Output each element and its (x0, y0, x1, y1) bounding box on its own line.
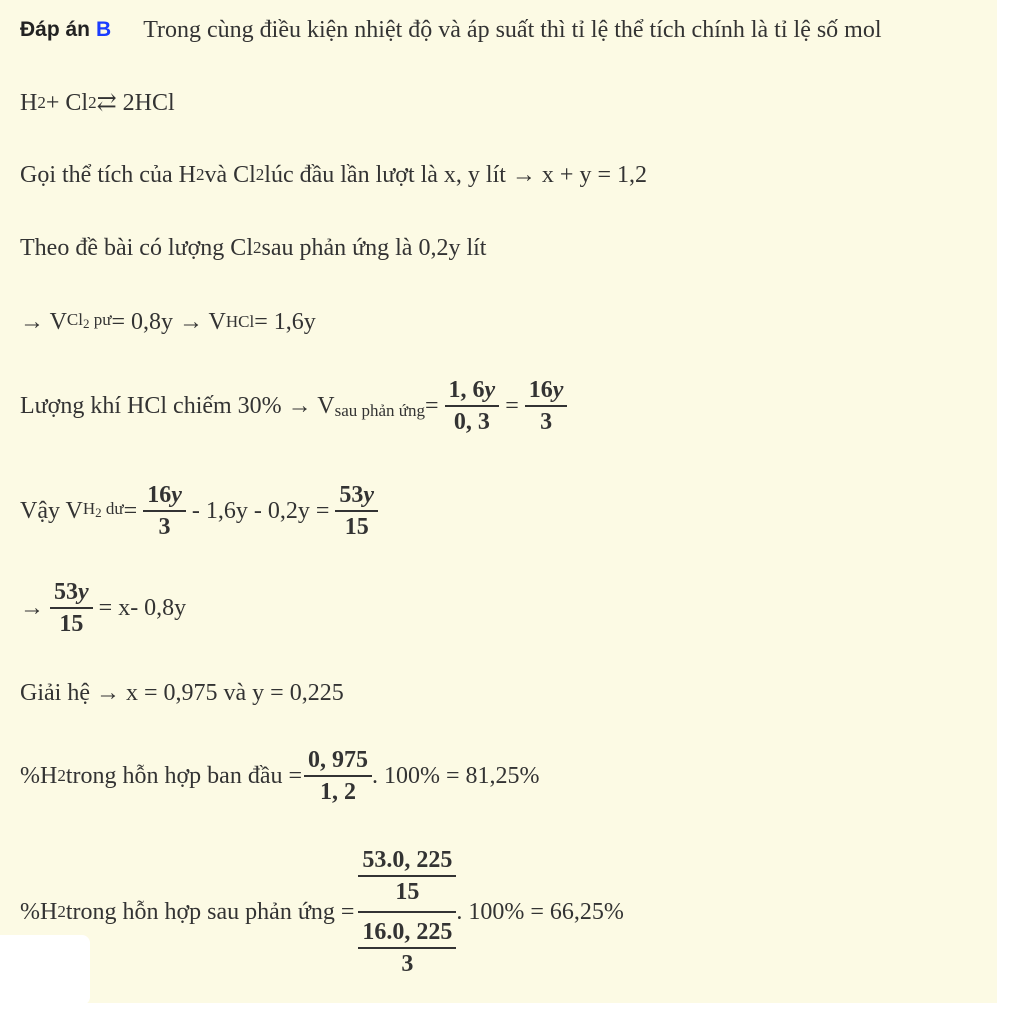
compound-fraction (358, 845, 456, 979)
step-sub: H (82, 499, 96, 518)
fraction (358, 917, 456, 979)
eq-text: H (20, 90, 38, 116)
step-define-volumes: Gọi thể tích của H 2 và Cl 2 lúc đầu lần lượt là x, y lít → x + y = 1,2 (20, 162, 648, 188)
fraction-denominator: 3 (540, 409, 553, 435)
eq-text: ⇄ 2HCl (96, 90, 175, 116)
step-text: sau phản ứng là 0,2y lít (261, 235, 487, 261)
step-text: trong hỗn hợp sau phản ứng = (65, 899, 355, 925)
fraction-variable: y (484, 377, 496, 403)
step-sub: sau phản ứng (334, 401, 425, 420)
step-text: = (123, 498, 138, 524)
step-text: Lượng khí HCl chiếm 30% → V (20, 393, 335, 419)
step-text: Theo đề bài có lượng Cl (20, 235, 253, 261)
step-text: . 100% = 81,25% (372, 763, 540, 789)
step-text: - 1,6y - 0,2y = (191, 498, 330, 524)
fraction-variable: y (171, 482, 182, 508)
fraction-variable: y (363, 482, 375, 508)
fraction-variable: y (78, 579, 89, 605)
step-volume-after (20, 375, 573, 437)
panel-notch-bottom (0, 1003, 76, 1036)
step-h2-initial-percent: %H 2 trong hỗn hợp ban đầu = $\frac{0, 975}{1, 2}$ . 100% = 81,25% (20, 747, 540, 805)
fraction (445, 375, 500, 437)
answer-letter: B (96, 18, 112, 41)
answer-line (20, 15, 882, 45)
step-text: %H (20, 763, 58, 789)
fraction-numerator: 16.0, 225 (362, 919, 453, 945)
fraction-denominator: 3 (158, 514, 171, 540)
step-sub: 2 (95, 505, 102, 520)
step-text: = (505, 393, 519, 419)
step-text: = x- 0,8y (98, 595, 187, 621)
fraction-numerator: 16 (147, 482, 172, 508)
step-text: Giải hệ → x = 0,975 và y = 0,225 (20, 680, 344, 706)
step-sub: dư (101, 499, 124, 518)
fraction (50, 577, 93, 639)
fraction (304, 745, 372, 807)
fraction-denominator: 1, 2 (320, 779, 357, 805)
answer-intro: Trong cùng điều kiện nhiệt độ và áp suất thì tỉ lệ thể tích chính là tỉ lệ số mol (143, 17, 882, 43)
step-text: và Cl (204, 162, 256, 188)
step-sub: 2 (82, 316, 90, 331)
step-h2-final-percent: %H 2 trong hỗn hợp sau phản ứng = $\frac{\frac{53.0, 225}{15}}{\frac{16.0, 225}{3}}$ . 100% = 66,25% (20, 847, 624, 977)
step-text: lúc đầu lần lượt là x, y lít → x + y = 1,2 (264, 162, 648, 188)
fraction-denominator: 15 (59, 611, 84, 637)
fraction-numerator: 0, 975 (308, 747, 369, 773)
step-sub: pư (89, 310, 112, 329)
step-volumes-reacted: → V $Cl_2$ pư = 0,8y → V HCl = 1,6y (20, 309, 316, 335)
fraction-numerator: 1, 6 (448, 377, 485, 403)
fraction-variable: y (552, 377, 564, 403)
answer-label: Đáp án (20, 18, 91, 41)
step-text: Gọi thể tích của H (20, 162, 196, 188)
fraction (358, 845, 456, 907)
fraction-numerator: 16 (528, 377, 553, 403)
step-equation-x (20, 577, 186, 639)
fraction-denominator: 0, 3 (453, 409, 490, 435)
step-text: = (425, 393, 439, 419)
step-sub: Cl (66, 310, 83, 329)
step-text: → (20, 595, 44, 621)
step-text: = 1,6y (254, 309, 316, 335)
step-text: = 0,8y → V (111, 309, 226, 335)
fraction-numerator: 53 (54, 579, 78, 605)
step-h2-excess (20, 480, 384, 542)
step-text: . 100% = 66,25% (456, 899, 624, 925)
fraction-numerator: 53 (339, 482, 364, 508)
fraction-denominator: 15 (395, 879, 420, 905)
fraction-denominator: 3 (401, 951, 414, 977)
eq-text: + Cl (45, 90, 89, 116)
fraction (525, 375, 568, 437)
fraction (335, 480, 378, 542)
step-text: trong hỗn hợp ban đầu = (65, 763, 303, 789)
step-text: %H (20, 899, 58, 925)
step-cl2-remaining: Theo đề bài có lượng Cl 2 sau phản ứng là 0,2y lít (20, 235, 487, 261)
fraction-numerator: 53.0, 225 (362, 847, 453, 873)
reaction-equation: H 2 + Cl 2 ⇄ 2HCl (20, 90, 175, 116)
step-text: Vậy V (20, 498, 83, 524)
fraction (143, 480, 186, 542)
step-solve-system (20, 678, 344, 708)
fraction-denominator: 15 (344, 514, 369, 540)
step-text: → V (20, 309, 67, 335)
